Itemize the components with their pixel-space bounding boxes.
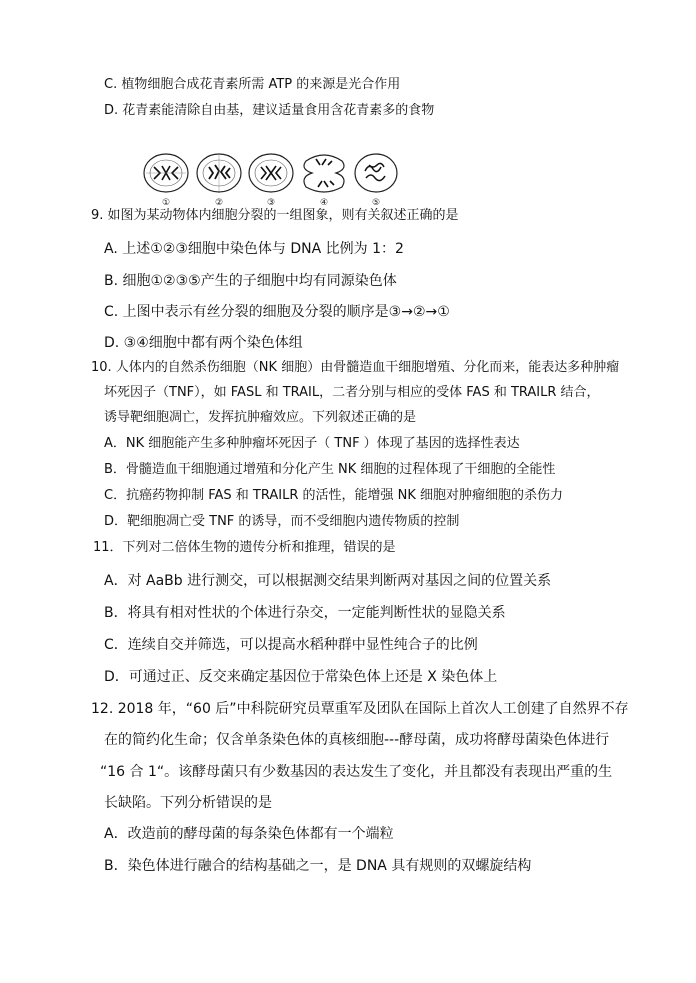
q10-option-c: C．抗癌药物抑制 FAS 和 TRAILR 的活性，能增强 NK 细胞对肿瘤细胞的杀伤力 [104,488,563,503]
q9-option-b: B. 细胞①②③⑤产生的子细胞中均有同源染色体 [104,273,397,289]
q12-stem-line-1: 12. 2018 年，“60 后”中科院研究员覃重军及团队在国际上首次人工创建了自然界不存 [91,701,629,717]
q10-stem-line-2: 坏死因子（TNF），如 FASL 和 TRAIL，二者分别与相应的受体 FAS 和 TRAILR 结合， [104,385,600,400]
q11-stem: 11．下列对二倍体生物的遗传分析和推理，错误的是 [93,540,396,555]
q10-stem-line-1: 10. 人体内的自然杀伤细胞（NK 细胞）由骨髓造血干细胞增殖、分化而来，能表达多种肿瘤 [91,360,620,375]
q12-stem-line-3: “16 合 1“。该酵母菌只有少数基因的表达发生了变化，并且都没有表现出严重的生 [100,764,613,780]
q12-option-a: A．改造前的酵母菌的每条染色体都有一个端粒 [104,826,394,842]
q10-stem-line-3: 诱导靶细胞凋亡，发挥抗肿瘤效应。下列叙述正确的是 [104,410,417,425]
cell-label-4: ④ [320,198,329,206]
q12-stem-line-4: 长缺陷。下列分析错误的是 [104,795,272,811]
cell-4-diagram [304,155,344,192]
cell-label-1: ① [162,198,171,206]
q8-option-d: D. 花青素能清除自由基，建议适量食用含花青素多的食物 [104,103,435,118]
cell-label-5: ⑤ [372,198,381,206]
q10-option-b: B．骨髓造血干细胞通过增殖和分化产生 NK 细胞的过程体现了干细胞的全能性 [104,462,556,477]
cell-label-2: ② [215,198,224,206]
cell-3-diagram [249,154,293,192]
q9-option-d: D. ③④细胞中都有两个染色体组 [104,335,303,351]
q12-stem-line-2: 在的简约化生命；仅含单条染色体的真核细胞---酵母菌，成功将酵母菌染色体进行 [104,732,610,748]
cell-label-3: ③ [267,198,276,206]
q10-option-d: D．靶细胞凋亡受 TNF 的诱导，而不受细胞内遗传物质的控制 [104,514,460,529]
q11-option-c: C．连续自交并筛选，可以提高水稻种群中显性纯合子的比例 [104,637,478,653]
cell-division-figure [140,151,400,206]
cell-1-diagram [144,154,188,192]
cell-5-diagram [355,154,397,192]
q9-stem: 9. 如图为某动物体内细胞分裂的一组图象，则有关叙述正确的是 [91,208,459,223]
q9-option-a: A. 上述①②③细胞中染色体与 DNA 比例为 1：2 [104,241,404,257]
q9-option-c: C. 上图中表示有丝分裂的细胞及分裂的顺序是③→②→① [104,304,450,320]
q11-option-d: D．可通过正、反交来确定基因位于常染色体上还是 X 染色体上 [104,669,498,685]
q12-option-b: B．染色体进行融合的结构基础之一，是 DNA 具有规则的双螺旋结构 [104,858,532,874]
q8-option-c: C. 植物细胞合成花青素所需 ATP 的来源是光合作用 [104,77,401,92]
q10-option-a: A．NK 细胞能产生多种肿瘤坏死因子（ TNF ）体现了基因的选择性表达 [104,436,520,451]
q11-option-b: B．将具有相对性状的个体进行杂交，一定能判断性状的显隐关系 [104,605,506,621]
cell-2-diagram [197,154,241,192]
q11-option-a: A．对 AaBb 进行测交，可以根据测交结果判断两对基因之间的位置关系 [104,573,552,589]
